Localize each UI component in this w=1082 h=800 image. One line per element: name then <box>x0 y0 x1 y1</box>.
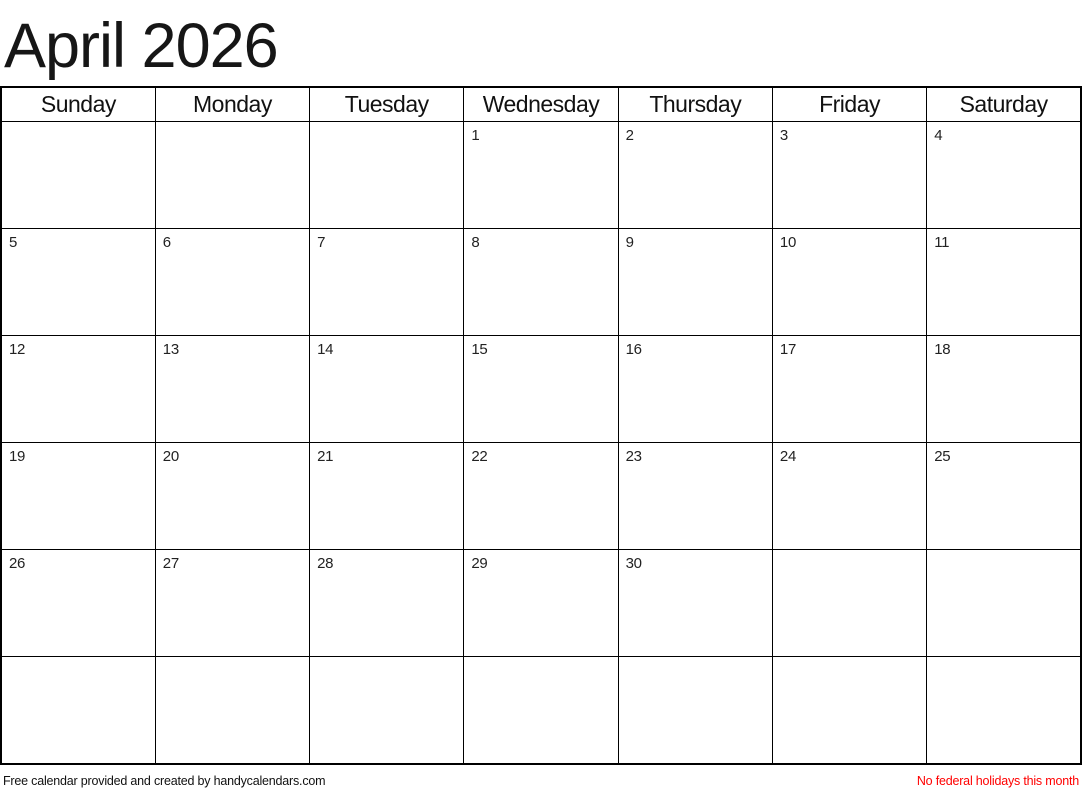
day-number: 18 <box>934 341 951 358</box>
day-number: 6 <box>162 234 171 251</box>
calendar-week-row <box>1 443 1081 550</box>
calendar-cell <box>618 336 772 443</box>
day-number: 27 <box>162 555 179 572</box>
day-number: 8 <box>471 234 480 251</box>
calendar-week-row <box>1 229 1081 336</box>
weekday-header-tuesday: Tuesday <box>310 87 464 122</box>
calendar-cell <box>927 550 1081 657</box>
day-number: 14 <box>317 341 334 358</box>
day-number: 20 <box>162 448 179 465</box>
day-number: 16 <box>625 341 642 358</box>
calendar-cell <box>155 657 309 764</box>
day-number: 25 <box>934 448 951 465</box>
calendar-cell <box>1 443 155 550</box>
calendar-cell <box>310 443 464 550</box>
calendar-cell <box>618 443 772 550</box>
calendar-cell <box>310 229 464 336</box>
calendar-week-row <box>1 657 1081 764</box>
calendar-cell <box>1 229 155 336</box>
day-number: 24 <box>779 448 796 465</box>
day-number: 26 <box>9 555 26 572</box>
calendar-week-row <box>1 336 1081 443</box>
footer-holiday-note: No federal holidays this month <box>916 774 1079 789</box>
weekday-header-thursday: Thursday <box>618 87 772 122</box>
calendar-cell <box>310 657 464 764</box>
day-number: 30 <box>625 555 642 572</box>
day-number: 5 <box>9 234 18 251</box>
footer <box>0 765 1082 800</box>
day-number: 19 <box>9 448 26 465</box>
weekday-header-row <box>1 87 1081 122</box>
weekday-header-friday: Friday <box>772 87 926 122</box>
calendar-cell <box>155 229 309 336</box>
calendar-cell <box>155 122 309 229</box>
calendar-cell <box>618 550 772 657</box>
calendar-cell <box>772 336 926 443</box>
calendar-cell <box>464 443 618 550</box>
day-number: 17 <box>779 341 796 358</box>
day-number: 12 <box>9 341 26 358</box>
calendar-cell <box>310 550 464 657</box>
calendar-cell <box>927 657 1081 764</box>
calendar-cell <box>155 550 309 657</box>
weekday-header-wednesday: Wednesday <box>464 87 618 122</box>
calendar-cell <box>464 229 618 336</box>
calendar-cell <box>1 336 155 443</box>
calendar-cell <box>464 550 618 657</box>
weekday-header-saturday: Saturday <box>927 87 1081 122</box>
calendar-cell <box>464 657 618 764</box>
calendar-cell <box>927 229 1081 336</box>
day-number: 4 <box>934 127 943 144</box>
calendar-grid <box>0 86 1082 765</box>
calendar-cell <box>772 229 926 336</box>
calendar-cell <box>927 122 1081 229</box>
calendar-week-row <box>1 122 1081 229</box>
calendar-cell <box>618 122 772 229</box>
calendar-cell <box>464 122 618 229</box>
calendar-cell <box>927 336 1081 443</box>
calendar-cell <box>1 122 155 229</box>
day-number: 1 <box>471 127 480 144</box>
calendar-cell <box>772 657 926 764</box>
weekday-header-monday: Monday <box>155 87 309 122</box>
day-number: 28 <box>317 555 334 572</box>
calendar-cell <box>1 550 155 657</box>
calendar-cell <box>310 336 464 443</box>
day-number: 3 <box>779 127 788 144</box>
footer-credit: Free calendar provided and created by handycalendars.com <box>3 774 326 789</box>
calendar-cell <box>927 443 1081 550</box>
calendar-cell <box>310 122 464 229</box>
calendar-title: April 2026 <box>4 11 278 81</box>
day-number: 22 <box>471 448 488 465</box>
day-number: 13 <box>162 341 179 358</box>
day-number: 10 <box>779 234 796 251</box>
calendar-cell <box>464 336 618 443</box>
day-number: 11 <box>934 234 950 251</box>
calendar-cell <box>772 550 926 657</box>
day-number: 2 <box>625 127 634 144</box>
calendar-cell <box>772 122 926 229</box>
calendar-cell <box>772 443 926 550</box>
calendar-cell <box>618 657 772 764</box>
day-number: 29 <box>471 555 488 572</box>
day-number: 15 <box>471 341 488 358</box>
day-number: 21 <box>317 448 334 465</box>
calendar-cell <box>155 443 309 550</box>
calendar-cell <box>155 336 309 443</box>
day-number: 23 <box>625 448 642 465</box>
calendar-week-row <box>1 550 1081 657</box>
calendar-cell <box>1 657 155 764</box>
day-number: 9 <box>625 234 634 251</box>
weekday-header-sunday: Sunday <box>1 87 155 122</box>
day-number: 7 <box>317 234 326 251</box>
calendar-cell <box>618 229 772 336</box>
